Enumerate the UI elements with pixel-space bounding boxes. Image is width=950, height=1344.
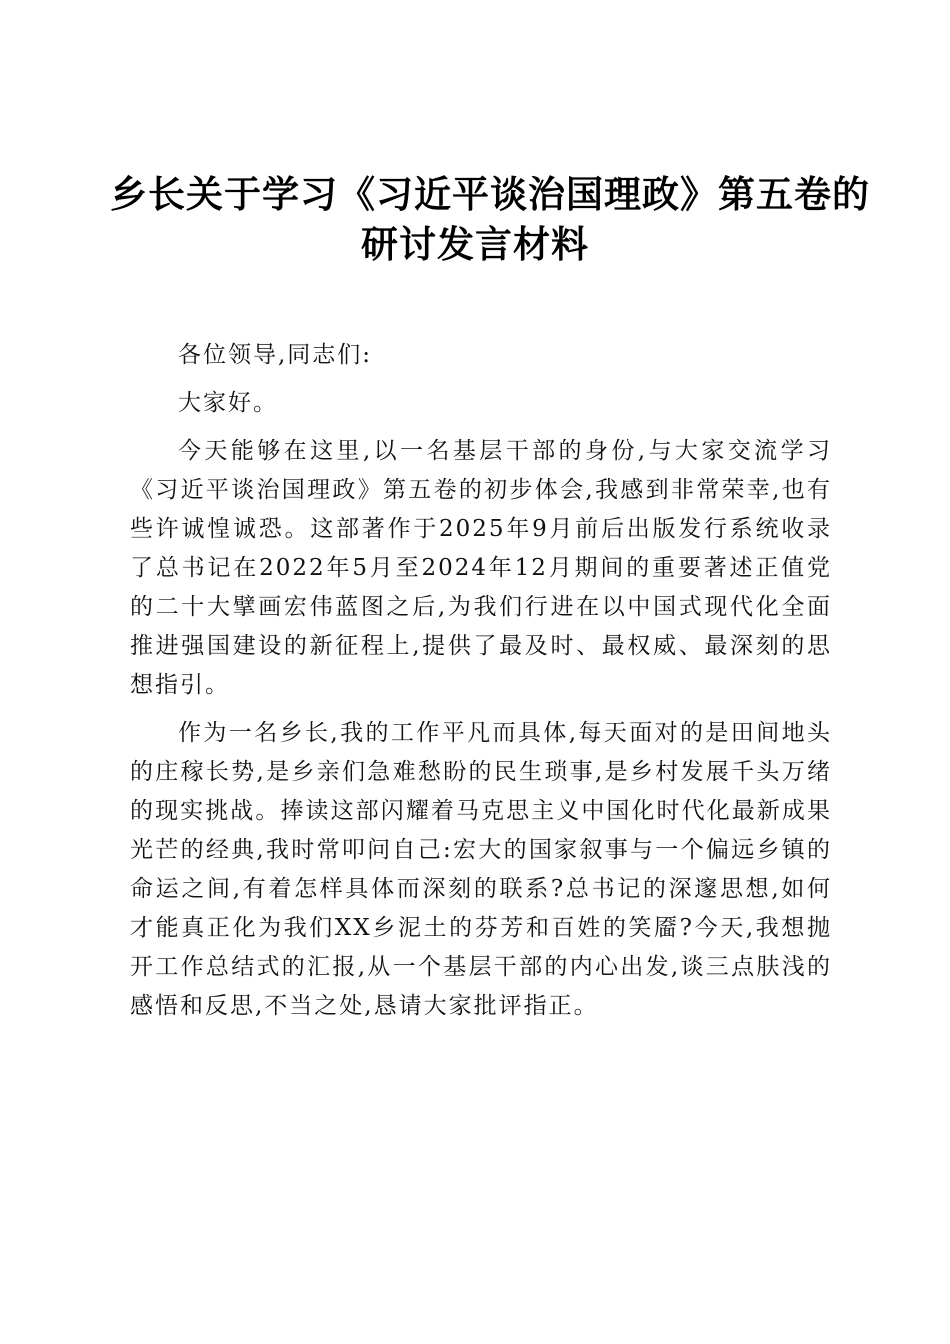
paragraph-intro: 今天能够在这里,以一名基层干部的身份,与大家交流学习《习近平谈治国理政》第五卷的初步体会,我感到非常荣幸,也有些许诚惶诚恐。这部著作于2025年9月前后出版发行系统收录了总书记在2022年5月至2024年12月期间的重要著述正值党的二十大擘画宏伟蓝图之后,为我们行进在以中国式现代化全面推进强国建设的新征程上,提供了最及时、最权威、最深刻的思想指引。	[130, 438, 832, 698]
paragraph-reflection: 作为一名乡长,我的工作平凡而具体,每天面对的是田间地头的庄稼长势,是乡亲们急难愁盼的民生琐事,是乡村发展千头万绪的现实挑战。捧读这部闪耀着马克思主义中国化时代化最新成果光芒的经典,我时常叩问自己:宏大的国家叙事与一个偏远乡镇的命运之间,有着怎样具体而深刻的联系?总书记的深邃思想,如何才能真正化为我们XX乡泥土的芬芳和百姓的笑靥?今天,我想抛开工作总结式的汇报,从一个基层干部的内心出发,谈三点肤浅的感悟和反思,不当之处,恳请大家批评指正。	[130, 720, 832, 1019]
title-line-2: 研讨发言材料	[361, 223, 589, 266]
document-title	[110, 170, 870, 270]
salutation: 各位领导,同志们:	[178, 342, 373, 368]
title-line-1: 乡长关于学习《习近平谈治国理政》第五卷的	[110, 173, 870, 216]
document-body	[130, 336, 832, 1035]
greeting: 大家好。	[178, 390, 278, 416]
